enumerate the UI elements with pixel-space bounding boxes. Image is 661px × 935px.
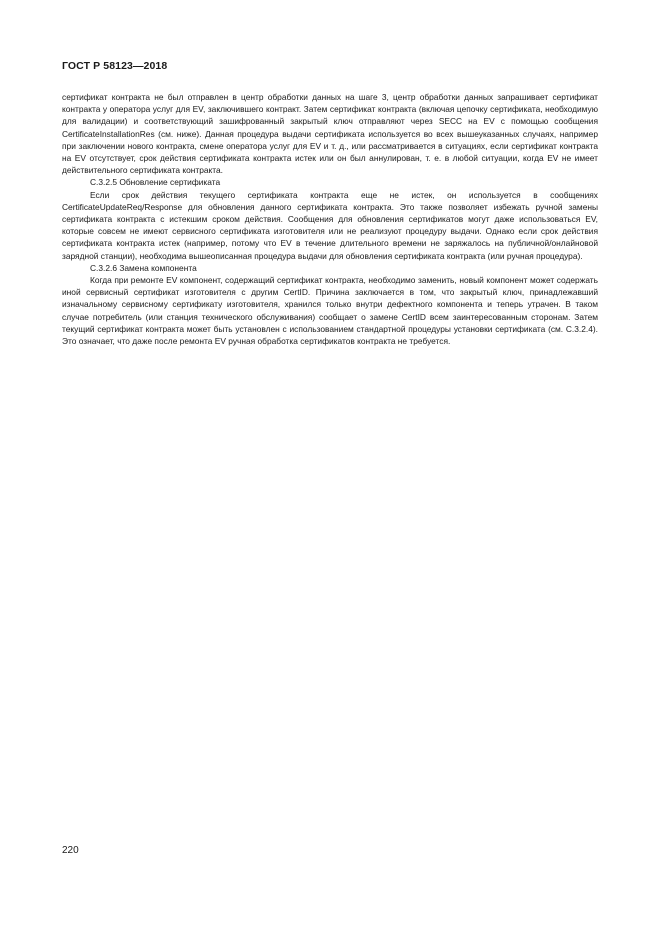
- document-body: [62, 91, 598, 347]
- paragraph-certificate-issuance: сертификат контракта не был отправлен в центр обработки данных на шаге 3, центр обработки данных запрашивает сертификат контракта у оператора услуг для EV, заключившего контракт. Затем сертификат контракта (включая цепочку сертификата, необходимую для валидации) и соответствующий зашифрованный закрытый ключ отправляют через SECC на EV с помощью сообщения CertificateInstallationRes (см. ниже). Данная процедура выдачи сертификата используется во всех вышеуказанных случаях, например при заключении нового контракта, смене оператора услуг для EV и т. д., или рассматривается в ситуациях, если сертификат контракта на EV отсутствует, срок действия сертификата контракта истек или он был аннулирован, т. е. в любой ситуации, когда EV не имеет действительного сертификата контракта.: [62, 92, 598, 176]
- paragraph-component-replacement: Когда при ремонте EV компонент, содержащий сертификат контракта, необходимо заменить, новый компонент может содержать иной сервисный сертификат изготовителя с другим CertID. Причина заключается в том, что закрытый ключ, принадлежавший изначальному сервисному сертификату изготовителя, хранился только внутри дефектного компонента и теперь утрачен. В таком случае потребитель (или станция технического обслуживания) сообщает о замене CertID всем заинтересованным сторонам. Затем текущий сертификат контракта может быть установлен с использованием стандартной процедуры установки сертификата (см. C.3.2.4). Это означает, что даже после ремонта EV ручная обработка сертификатов контракта не требуется.: [62, 275, 598, 347]
- document-header: ГОСТ Р 58123—2018: [62, 60, 168, 72]
- section-heading-c3-2-5: C.3.2.5 Обновление сертификата: [90, 177, 221, 188]
- section-heading-c3-2-6: C.3.2.6 Замена компонента: [90, 262, 197, 273]
- paragraph-certificate-update: Если срок действия текущего сертификата контракта еще не истек, он используется в сообщениях CertificateUpdateReq/Response для обновления данного сертификата контракта. Это также позволяет избежать ручной замены сертификата контракта с истекшим сроком действия. Сообщения для обновления сертификатов могут даже использоваться EV, которые совсем не имеют сервисного сертификата изготовителя или не реализуют процедуру выдачи. Однако если срок действия сертификата контракта истек (например, потому что EV в течение длительного времени не заряжалось на публичной/онлайновой зарядной станции), необходима вышеописанная процедура выдачи для обновления сертификата контракта (или ручная процедура).: [62, 189, 598, 261]
- page-number: 220: [62, 845, 79, 856]
